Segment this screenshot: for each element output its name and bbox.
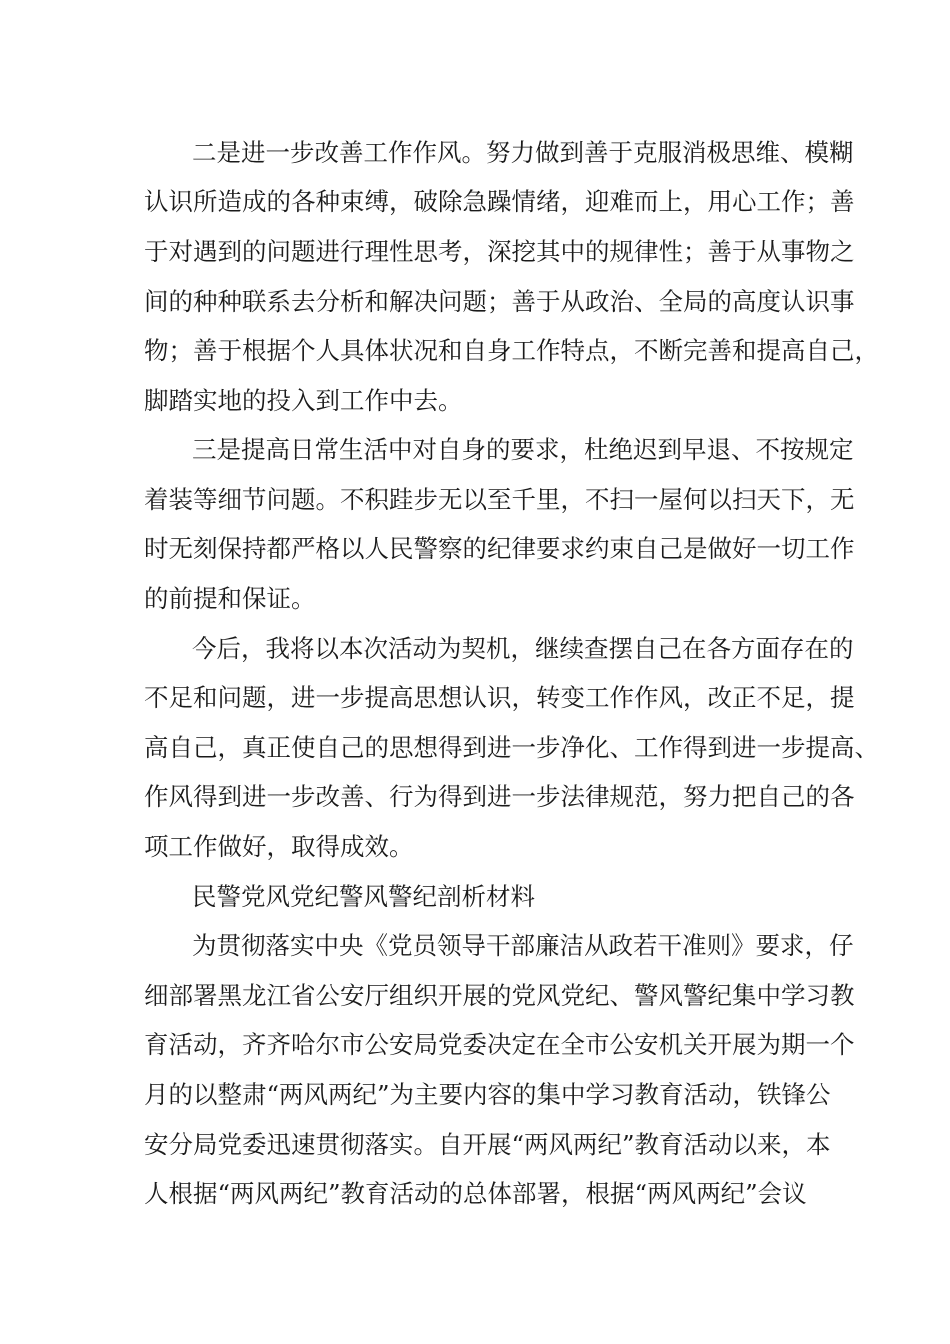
text-line: 人根据“两风两纪”教育活动的总体部署，根据“两风两纪”会议 (144, 1179, 807, 1208)
text-line: 认识所造成的各种束缚，破除急躁情绪，迎难而上，用心工作；善 (144, 187, 855, 216)
text-line: 间的种种联系去分析和解决问题；善于从政治、全局的高度认识事 (144, 287, 855, 316)
text-line: 时无刻保持都严格以人民警察的纪律要求约束自己是做好一切工作 (144, 534, 855, 563)
text-line: 的前提和保证。 (144, 584, 316, 613)
text-line: 细部署黑龙江省公安厅组织开展的党风党纪、警风警纪集中学习教 (144, 981, 855, 1010)
text-line: 二是进一步改善工作作风。努力做到善于克服消极思维、模糊 (192, 138, 854, 167)
text-line: 脚踏实地的投入到工作中去。 (144, 386, 463, 415)
section-title: 民警党风党纪警风警纪剖析材料 (192, 882, 535, 911)
text-line: 项工作做好，取得成效。 (144, 832, 414, 861)
text-line: 高自己，真正使自己的思想得到进一步净化、工作得到进一步提高、 (144, 733, 879, 762)
text-line: 作风得到进一步改善、行为得到进一步法律规范，努力把自己的各 (144, 782, 855, 811)
text-line: 不足和问题，进一步提高思想认识，转变工作作风，改正不足，提 (144, 683, 855, 712)
text-line: 育活动，齐齐哈尔市公安局党委决定在全市公安机关开展为期一个 (144, 1030, 855, 1059)
text-line: 物；善于根据个人具体状况和自身工作特点，不断完善和提高自己， (144, 336, 879, 365)
text-line: 着装等细节问题。不积跬步无以至千里，不扫一屋何以扫天下，无 (144, 485, 855, 514)
text-line: 三是提高日常生活中对自身的要求，杜绝迟到早退、不按规定 (192, 435, 854, 464)
text-line: 月的以整肃“两风两纪”为主要内容的集中学习教育活动，铁锋公 (144, 1080, 831, 1109)
text-line: 于对遇到的问题进行理性思考，深挖其中的规律性；善于从事物之 (144, 237, 855, 266)
text-line: 今后，我将以本次活动为契机，继续查摆自己在各方面存在的 (192, 634, 854, 663)
text-line: 安分局党委迅速贯彻落实。自开展“两风两纪”教育活动以来，本 (144, 1130, 831, 1159)
text-line: 为贯彻落实中央《党员领导干部廉洁从政若干准则》要求，仔 (192, 931, 854, 960)
